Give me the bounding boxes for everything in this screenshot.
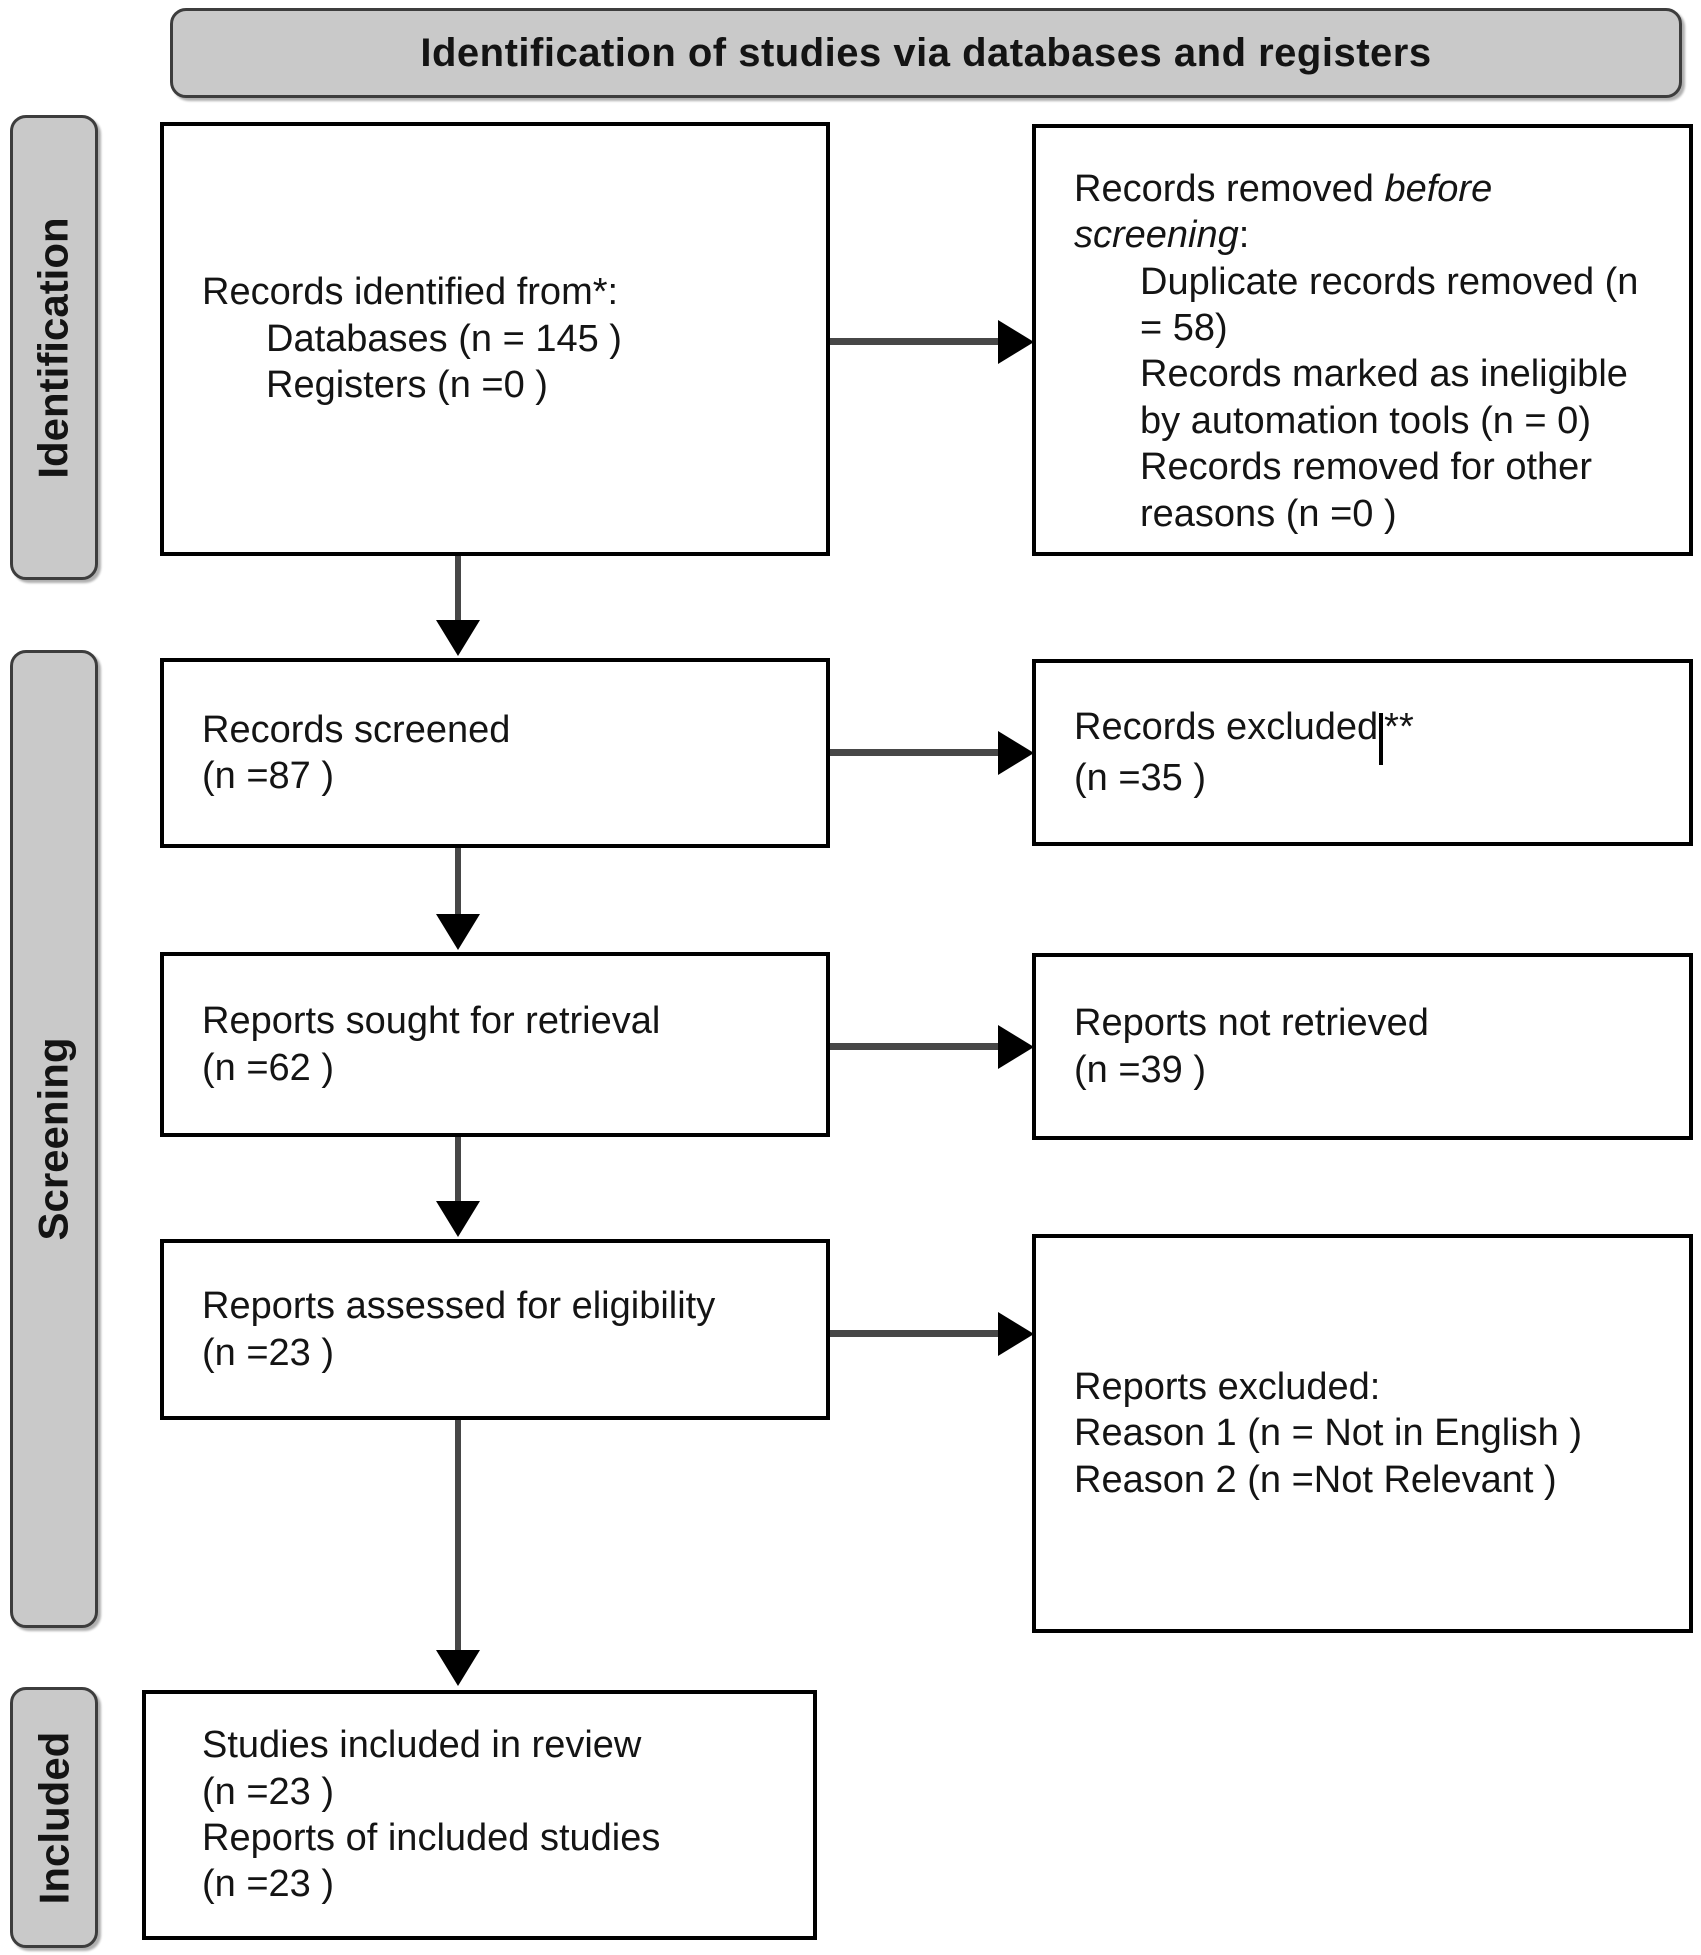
box-reports-sought <box>160 952 830 1137</box>
arrowhead-sought-to-not-retrieved <box>998 1025 1034 1069</box>
arrowhead-identified-to-screened <box>436 620 480 656</box>
text-cursor-artifact <box>1379 713 1383 765</box>
arrowhead-assessed-to-included <box>436 1650 480 1686</box>
stage-label-included: Included <box>30 1731 77 1904</box>
records-identified-heading: Records identified from*: <box>202 271 619 314</box>
reports-excluded-heading: Reports excluded: <box>1074 1365 1381 1408</box>
arrowhead-sought-to-assessed <box>436 1201 480 1237</box>
records-removed-other: Records removed for other reasons (n =0 ) <box>1140 446 1592 535</box>
box-studies-included <box>142 1690 817 1940</box>
box-reports-assessed <box>160 1239 830 1420</box>
studies-included-line1: Studies included in review <box>202 1724 642 1767</box>
arrow-identified-to-removed <box>830 338 1000 345</box>
records-removed-heading-italic-2: screening <box>1074 214 1239 257</box>
records-removed-heading <box>1074 166 1663 259</box>
reports-assessed-line1: Reports assessed for eligibility <box>202 1285 716 1328</box>
arrow-identified-to-screened <box>455 556 461 622</box>
records-removed-heading-normal: Records removed <box>1074 168 1385 210</box>
studies-included-line4: (n =23 ) <box>202 1863 335 1906</box>
stage-band-screening <box>10 650 98 1628</box>
records-screened-line1: Records screened <box>202 708 511 751</box>
diagram-title: Identification of studies via databases and registers <box>420 30 1432 75</box>
box-records-excluded <box>1032 659 1693 846</box>
records-excluded-line2: (n =35 ) <box>1074 757 1207 800</box>
records-excluded-label: Records excluded <box>1074 706 1379 749</box>
box-reports-not-retrieved <box>1032 953 1693 1140</box>
box-reports-excluded <box>1032 1234 1693 1633</box>
stage-label-identification: Identification <box>30 216 77 479</box>
reports-sought-line2: (n =62 ) <box>202 1046 335 1089</box>
box-records-screened <box>160 658 830 848</box>
diagram-title-band <box>170 8 1682 98</box>
reports-not-retrieved-line1: Reports not retrieved <box>1074 1002 1429 1045</box>
arrow-assessed-to-reports-excluded <box>830 1330 1000 1337</box>
stage-label-screening: Screening <box>30 1037 78 1241</box>
records-identified-databases: Databases (n = 145 ) <box>266 317 622 360</box>
reports-assessed-line2: (n =23 ) <box>202 1331 335 1374</box>
records-excluded-line1 <box>1074 703 1663 755</box>
records-excluded-asterisks: ** <box>1384 706 1414 749</box>
stage-band-included <box>10 1687 98 1948</box>
reports-excluded-reason-1: Reason 1 (n = Not in English ) <box>1074 1412 1582 1455</box>
records-removed-heading-colon: : <box>1238 214 1250 257</box>
studies-included-line3: Reports of included studies <box>202 1817 661 1859</box>
records-removed-duplicates: Duplicate records removed (n = 58) <box>1140 260 1639 350</box>
records-screened-line2: (n =87 ) <box>202 755 335 797</box>
reports-excluded-reason-2: Reason 2 (n =Not Relevant ) <box>1074 1458 1557 1501</box>
arrow-sought-to-assessed <box>455 1137 461 1203</box>
arrow-screened-to-excluded <box>830 749 1000 756</box>
records-removed-automation: Records marked as ineligible by automation tools (n = 0) <box>1140 353 1628 442</box>
reports-not-retrieved-line2: (n =39 ) <box>1074 1048 1207 1091</box>
arrow-sought-to-not-retrieved <box>830 1043 1000 1050</box>
arrow-screened-to-sought <box>455 848 461 916</box>
records-removed-heading-italic-1: before <box>1384 168 1493 210</box>
arrowhead-assessed-to-reports-excluded <box>998 1312 1034 1356</box>
box-records-identified <box>160 122 830 556</box>
records-identified-registers: Registers (n =0 ) <box>266 364 548 407</box>
arrowhead-screened-to-excluded <box>998 731 1034 775</box>
arrowhead-identified-to-removed <box>998 320 1034 364</box>
box-records-removed <box>1032 124 1693 556</box>
stage-band-identification <box>10 115 98 580</box>
reports-sought-line1: Reports sought for retrieval <box>202 1000 661 1043</box>
arrowhead-screened-to-sought <box>436 914 480 950</box>
studies-included-line2: (n =23 ) <box>202 1770 335 1813</box>
arrow-assessed-to-included <box>455 1420 461 1652</box>
